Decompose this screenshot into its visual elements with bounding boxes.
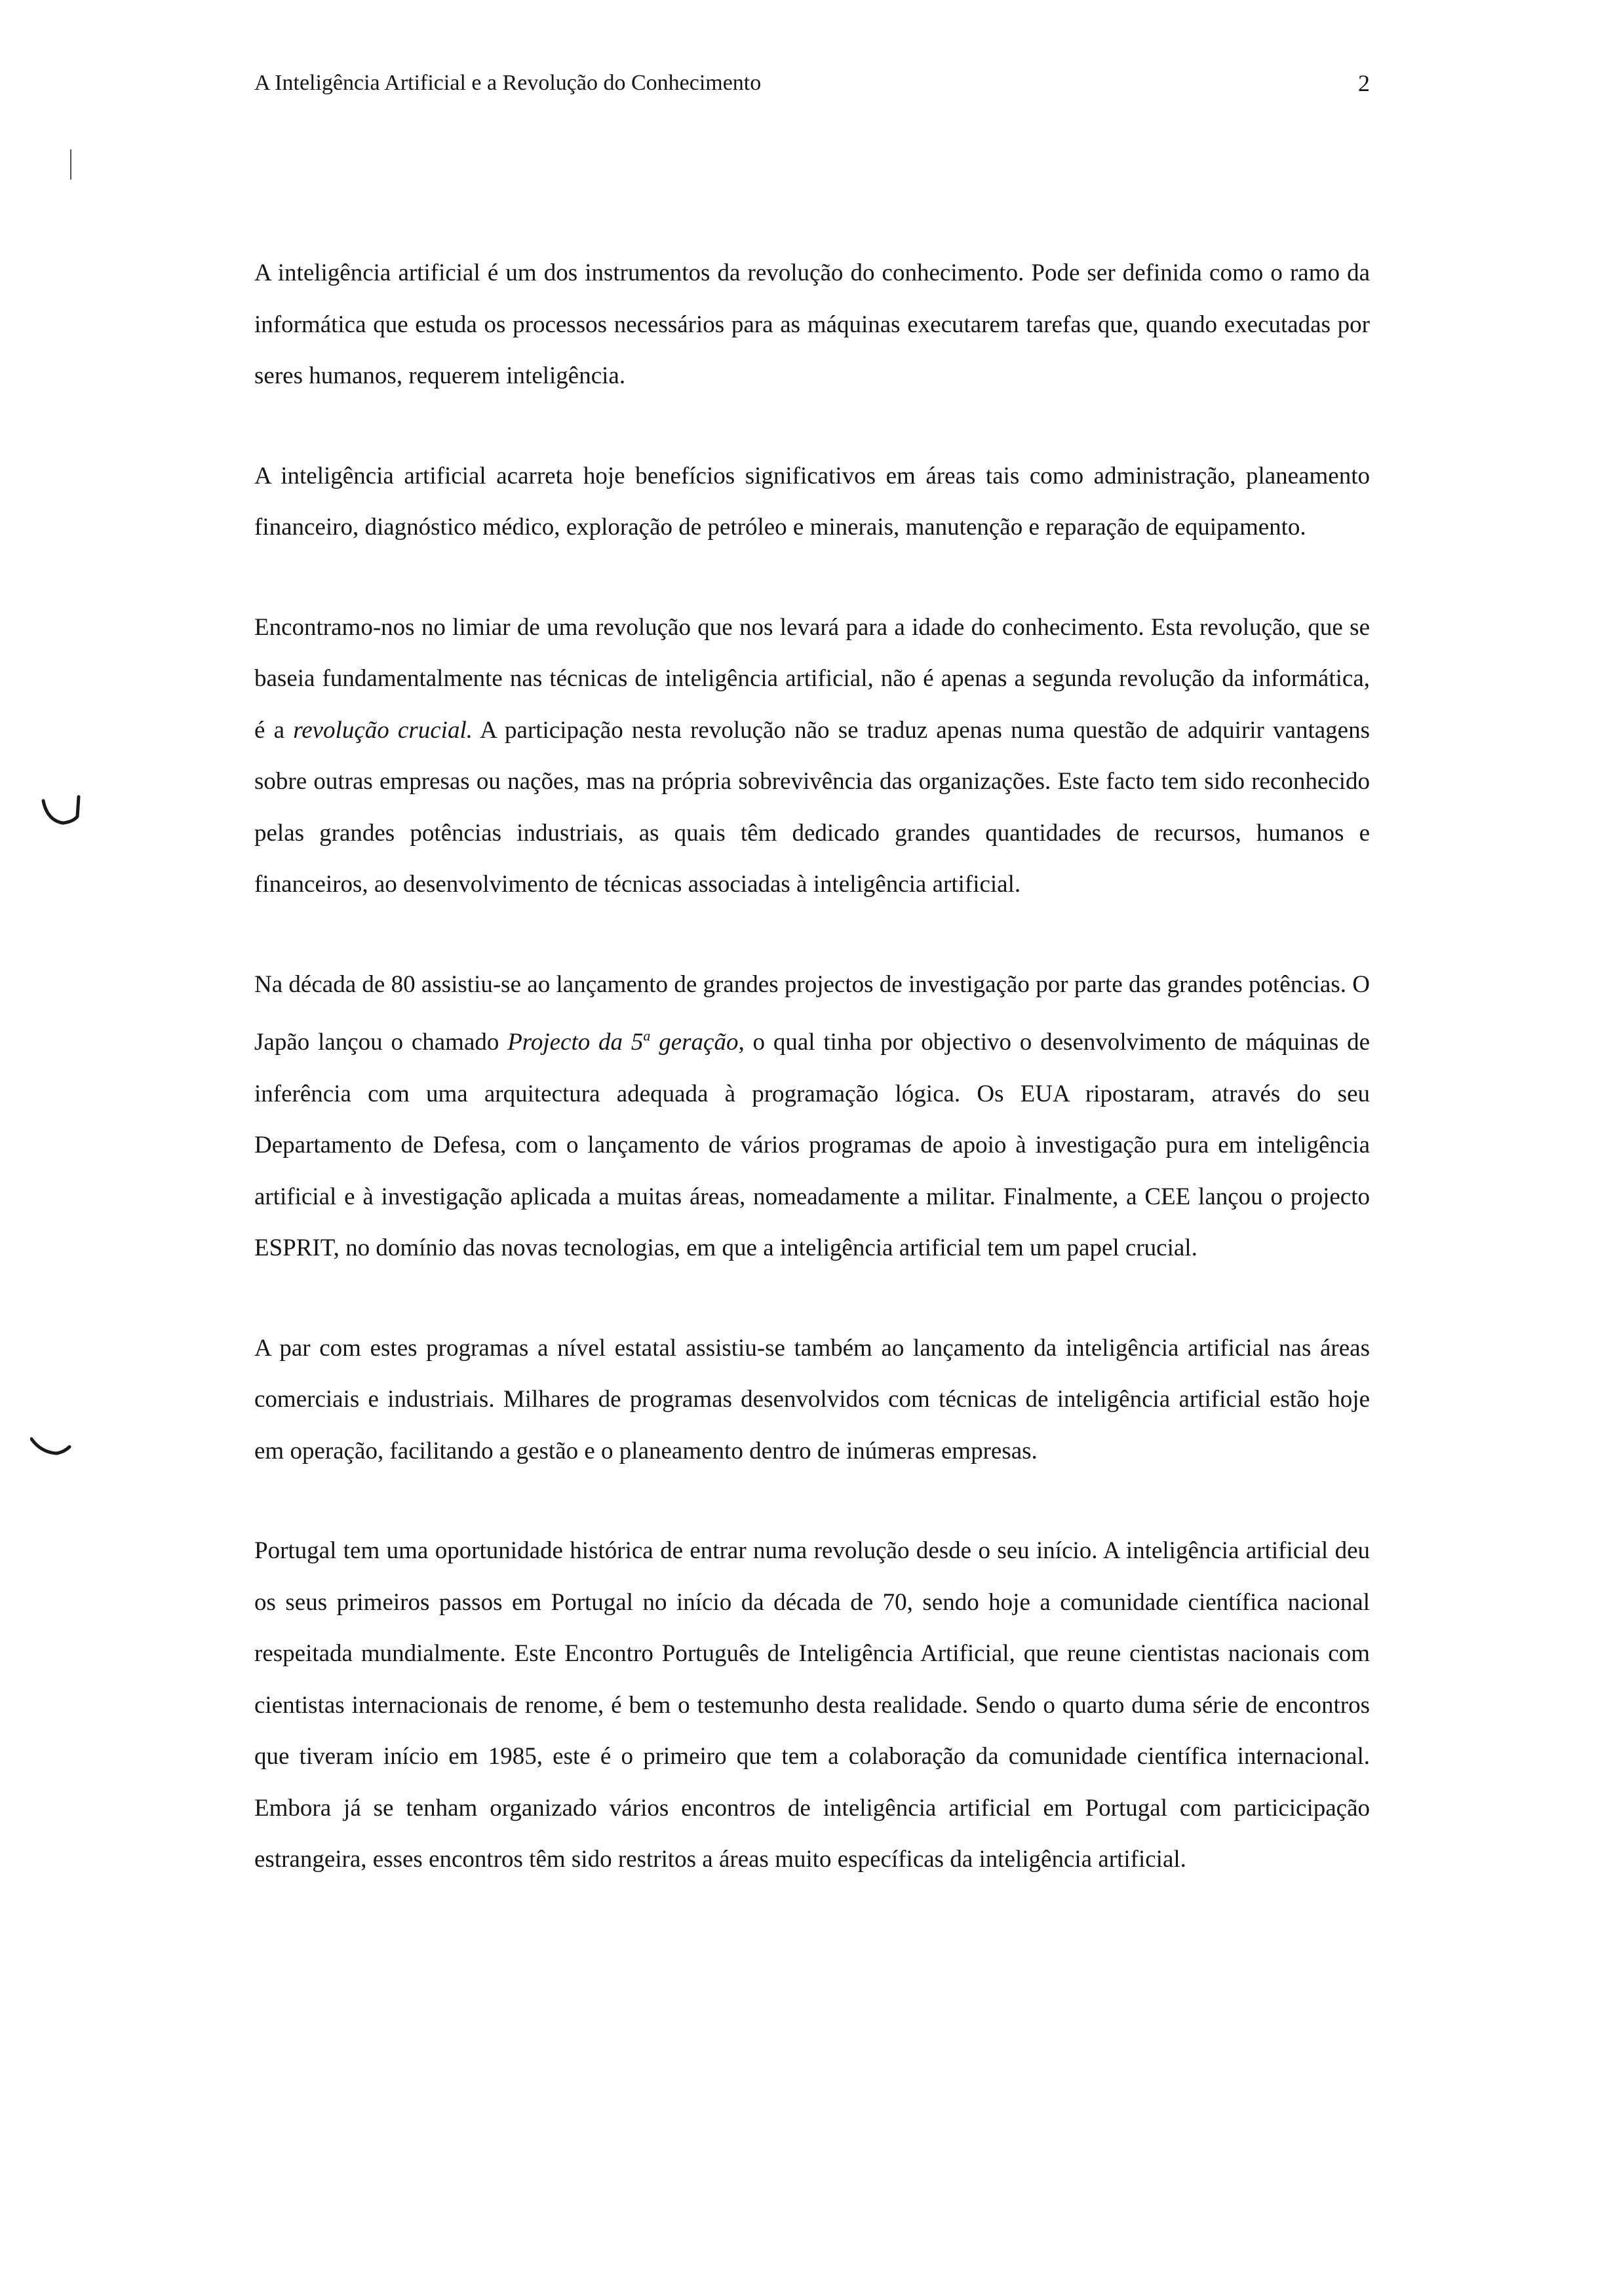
paragraph-revolution-text-2: A participação nesta revolução não se traduz apenas numa questão de adquirir vantagens sobre outras empresas ou nações, mas na própria sobrevivência das organizações. Este facto tem sido reconhecido pelas grandes potências industriais, as quais têm dedicado grandes quantidades de recursos, humanos e financeiros, ao desenvolvimento de técnicas associadas à inteligência artificial. — [254, 716, 1370, 898]
paragraph-projects-text-1: Na década de 80 assistiu-se ao lançamento de grandes projectos de investigação por parte das grandes potências. O Japão lançou o chamado — [254, 970, 1370, 1056]
paragraph-definition: A inteligência artificial é um dos instrumentos da revolução do conhecimento. Pode ser definida como o ramo da informática que estuda os processos necessários para as máquinas executarem tarefas que, quando executadas por seres humanos, requerem inteligência. — [254, 259, 1370, 389]
emphasis-revolucao-crucial: revolução crucial. — [293, 716, 473, 744]
paragraph-projects-text-2: o qual tinha por objectivo o desenvolvimento de máquinas de inferência com uma arquitectura adequada à programação lógica. Os EUA ripostaram, através do seu Departamento de Defesa, com o lançamento de vários programas de apoio à investigação pura em inteligência artificial e à investigação aplicada a muitas áreas, nomeadamente a militar. Finalmente, a CEE lançou o projecto ESPRIT, no domínio das novas tecnologias, em que a inteligência artificial tem um papel crucial. — [254, 1029, 1371, 1261]
paragraph-portugal: Portugal tem uma oportunidade histórica de entrar numa revolução desde o seu início. A inteligência artificial deu os seus primeiros passos em Portugal no início da década de 70, sendo hoje a comunidade científica nacional respeitada mundialmente. Este Encontro Português de Inteligência Artificial, que reune cientistas nacionais com cientistas internacionais de renome, é bem o testemunho desta realidade. Sendo o quarto duma série de encontros que tiveram início em 1985, este é o primeiro que tem a colaboração da comunidade científica internacional. Embora já se tenham organizado vários encontros de inteligência artificial em Portugal com particicipação estrangeira, esses encontros têm sido restritos a áreas muito específicas da inteligência artificial. — [254, 1537, 1370, 1873]
emphasis-geracao: geração, — [650, 1029, 745, 1056]
page-number: 2 — [1358, 70, 1370, 96]
paragraph-revolution-text-1: Encontramo-nos no limiar de uma revolução que nos levará para a idade do conhecimento. Esta revolução, que se baseia fundamentalmente nas técnicas de inteligência artificial, não é apenas a segunda revolução da informática, é a — [254, 613, 1370, 744]
binding-hole-mark-1 — [41, 792, 83, 833]
page-header — [254, 67, 1370, 100]
paragraph-commercial: A par com estes programas a nível estatal assistiu-se também ao lançamento da inteligência artificial nas áreas comerciais e industriais. Milhares de programas desenvolvidos com técnicas de inteligência artificial estão hoje em operação, facilitando a gestão e o planeamento dentro de inúmeras empresas. — [254, 1334, 1370, 1464]
header-title: A Inteligência Artificial e a Revolução do Conhecimento — [254, 71, 762, 95]
binding-hole-mark-2 — [30, 1434, 72, 1460]
document-body — [254, 248, 1370, 1886]
paragraph-revolution — [254, 602, 1370, 911]
paragraph-projects — [254, 959, 1370, 1274]
emphasis-projecto-5-geracao: Projecto da 5 — [507, 1029, 644, 1056]
paragraph-benefits: A inteligência artificial acarreta hoje benefícios significativos em áreas tais como administração, planeamento financeiro, diagnóstico médico, exploração de petróleo e minerais, manutenção e reparação de equipamento. — [254, 462, 1370, 541]
ordinal-superscript: a — [643, 1027, 651, 1044]
scan-mark-tick — [68, 149, 73, 182]
